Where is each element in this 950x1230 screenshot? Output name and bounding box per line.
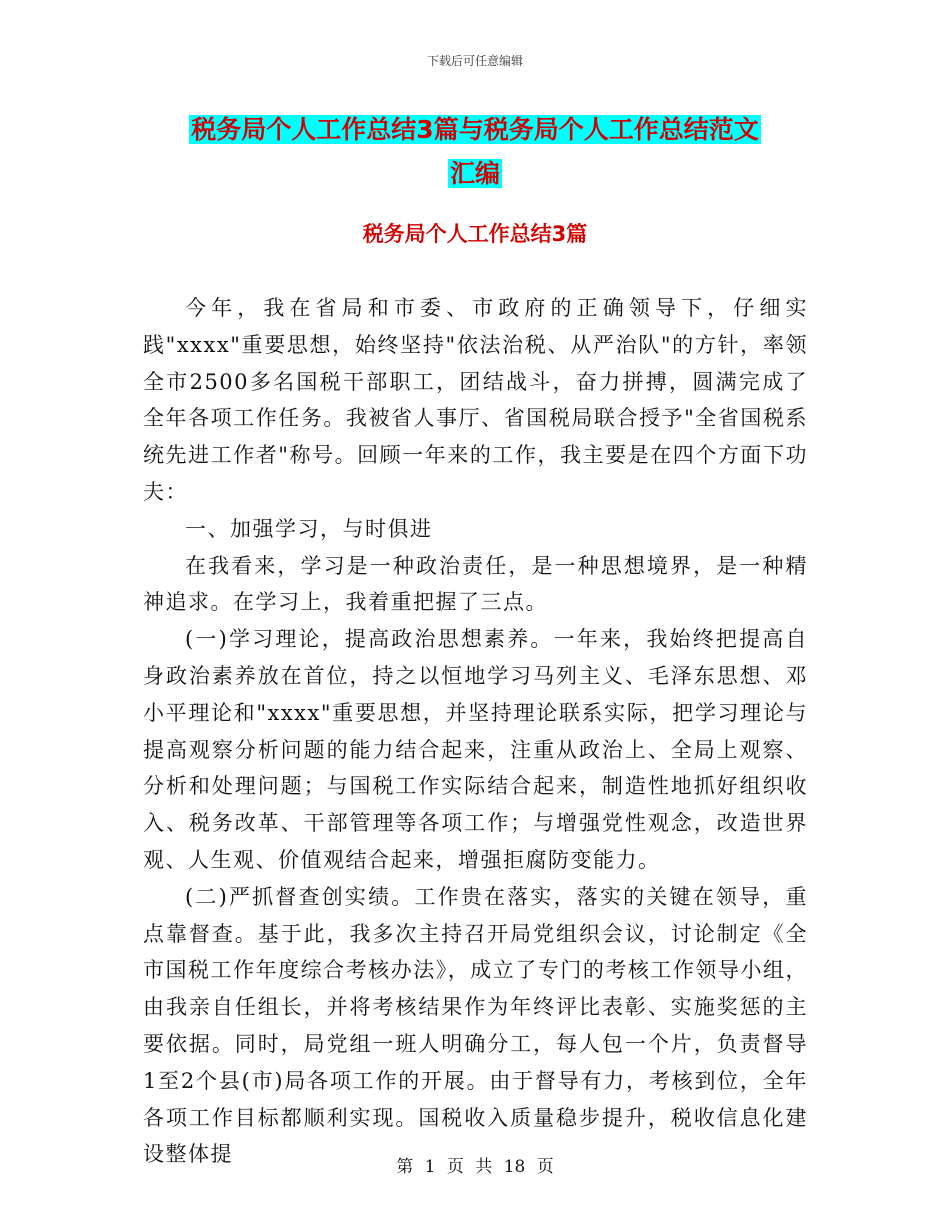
document-title-line1: 税务局个人工作总结3篇与税务局个人工作总结范文 bbox=[191, 115, 759, 144]
page-number: 第 1 页 共 18 页 bbox=[396, 1157, 554, 1177]
paragraph: 今年，我在省局和市委、市政府的正确领导下，仔细实践"xxxx"重要思想，始终坚持"依法治税、从严治队"的方针，率领全市2500多名国税干部职工，团结战斗，奋力拼搏，圆满完成了全年各项工作任务。我被省人事厅、省国税局联合授予"全省国税系统先进工作者"称号。回顾一年来的工作，我主要是在四个方面下功夫： bbox=[143, 296, 808, 504]
header-note: 下载后可任意编辑 bbox=[426, 54, 523, 68]
document-body bbox=[143, 290, 808, 1173]
paragraph: (二)严抓督查创实绩。工作贵在落实，落实的关键在领导，重点靠督查。基于此，我多次主持召开局党组织会议，讨论制定《全市国税工作年度综合考核办法》，成立了专门的考核工作领导小组，由我亲自任组长，并将考核结果作为年终评比表彰、实施奖惩的主要依据。同时，局党组一班人明确分工，每人包一个片，负责督导1至2个县(市)局各项工作的开展。由于督导有力，考核到位，全年各项工作目标都顺利实现。国税收入质量稳步提升，税收信息化建设整体提 bbox=[143, 884, 808, 1167]
document-title bbox=[140, 108, 810, 196]
document-title-line2: 汇编 bbox=[449, 159, 500, 188]
paragraph: (一)学习理论，提高政治思想素养。一年来，我始终把提高自身政治素养放在首位，持之以恒地学习马列主义、毛泽东思想、邓小平理论和"xxxx"重要思想，并坚持理论联系实际，把学习理论与提高观察分析问题的能力结合起来，注重从政治上、全局上观察、分析和处理问题；与国税工作实际结合起来，制造性地抓好组织收入、税务改革、干部管理等各项工作；与增强党性观念，改造世界观、人生观、价值观结合起来，增强拒腐防变能力。 bbox=[143, 627, 808, 872]
section-title: 税务局个人工作总结3篇 bbox=[362, 222, 588, 246]
paragraph: 一、加强学习，与时俱进 bbox=[185, 516, 433, 541]
paragraph: 在我看来，学习是一种政治责任，是一种思想境界，是一种精神追求。在学习上，我着重把握了三点。 bbox=[143, 553, 808, 615]
